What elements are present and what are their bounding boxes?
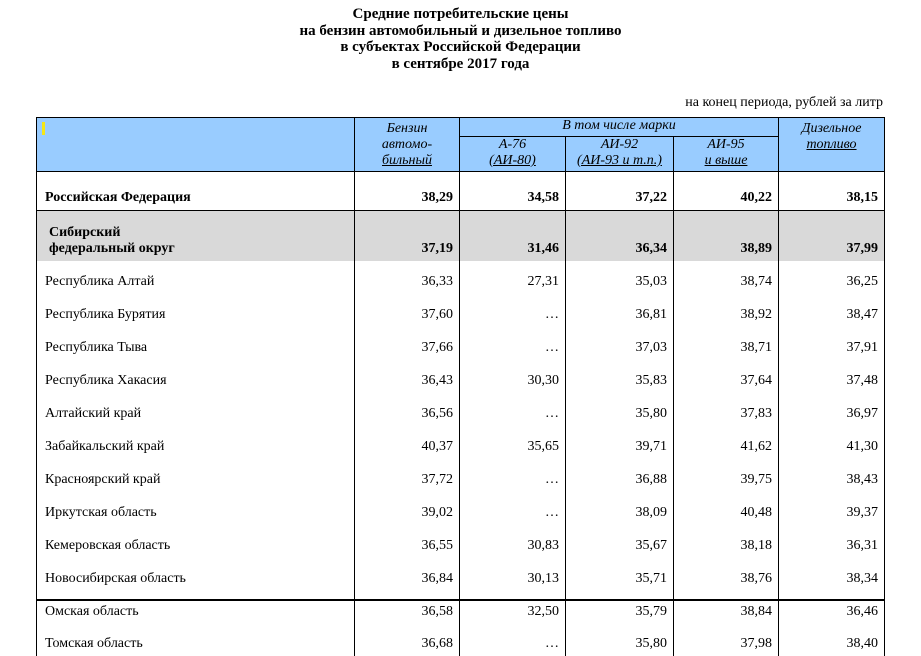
- table-row: Республика Хакасия 36,43 30,30 35,83 37,64 37,48: [37, 360, 885, 393]
- table-row: Забайкальский край 40,37 35,65 39,71 41,62 41,30: [37, 426, 885, 459]
- diesel-column-header: Дизельное топливо: [779, 118, 885, 172]
- ai95-column-header: АИ-95 и выше: [674, 137, 779, 172]
- table-row: Республика Тыва 37,66 … 37,03 38,71 37,91: [37, 327, 885, 360]
- table-row: Кемеровская область 36,55 30,83 35,67 38,18 36,31: [37, 525, 885, 558]
- table-row: Новосибирская область 36,84 30,13 35,71 38,76 38,34: [37, 558, 885, 591]
- region-column-header: [37, 118, 355, 172]
- title-line-1: Средние потребительские цены: [352, 6, 569, 22]
- including-grades-header: В том числе марки: [460, 118, 779, 137]
- table-row: Томская область 36,68 … 35,80 37,98 38,40: [37, 624, 885, 656]
- prices-table: [36, 117, 885, 656]
- title-line-4: в сентябре 2017 года: [391, 55, 530, 72]
- table-row: Российская Федерация 38,29 34,58 37,22 40,22 38,15: [37, 172, 885, 211]
- cell-cursor-marker: [42, 122, 45, 135]
- a76-column-header: А-76 (АИ-80): [460, 137, 566, 172]
- table-row: Иркутская область 39,02 … 38,09 40,48 39,37: [37, 492, 885, 525]
- petrol-column-header: Бензин автомо- бильный: [355, 118, 460, 172]
- table-row: Алтайский край 36,56 … 35,80 37,83 36,97: [37, 393, 885, 426]
- table-row: Республика Бурятия 37,60 … 36,81 38,92 38,47: [37, 294, 885, 327]
- units-note: на конец периода, рублей за литр: [685, 95, 883, 110]
- document-title: [0, 6, 921, 72]
- table-row-federal-district: Сибирский федеральный округ 37,19 31,46 36,34 38,89 37,99: [37, 211, 885, 262]
- table-row: Омская область 36,58 32,50 35,79 38,84 36,46: [37, 591, 885, 624]
- ai92-column-header: АИ-92 (АИ-93 и т.п.): [566, 137, 674, 172]
- title-line-2: на бензин автомобильный и дизельное топливо: [299, 22, 622, 39]
- table-row: Республика Алтай 36,33 27,31 35,03 38,74 36,25: [37, 261, 885, 294]
- title-line-3: в субъектах Российской Федерации: [340, 39, 581, 55]
- table-row: Красноярский край 37,72 … 36,88 39,75 38,43: [37, 459, 885, 492]
